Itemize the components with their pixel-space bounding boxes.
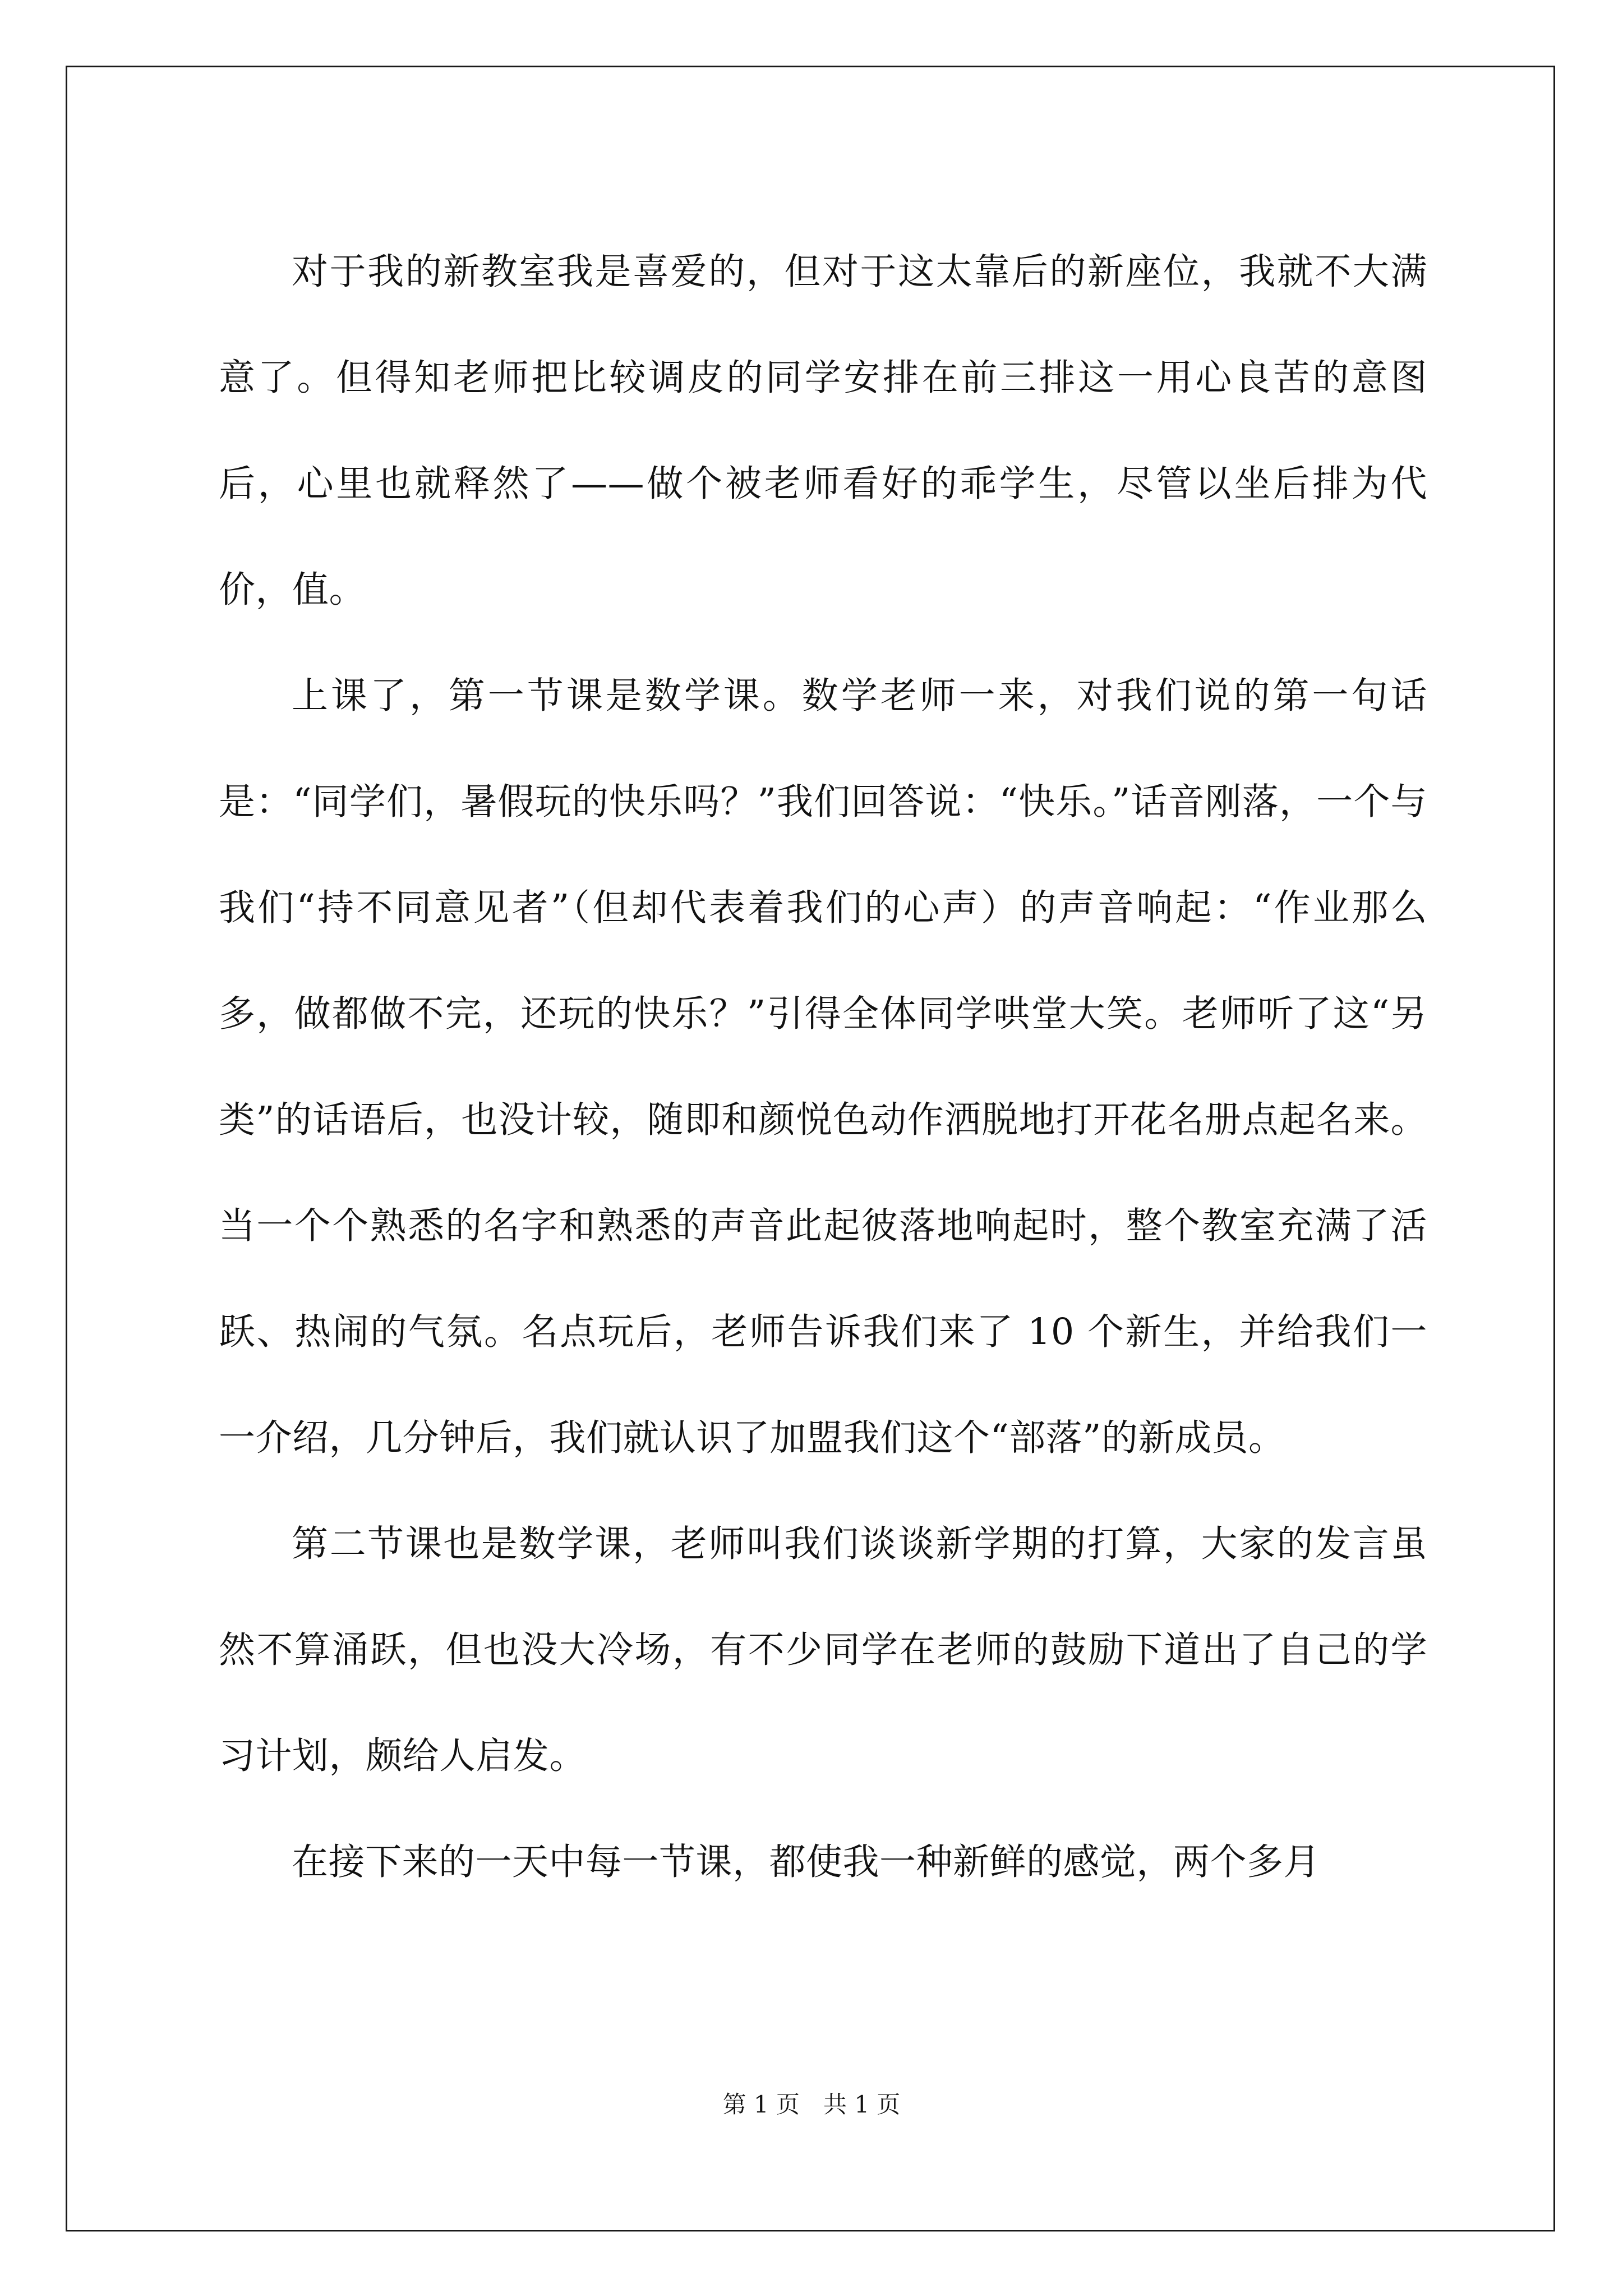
paragraph-1: 对于我的新教室我是喜爱的，但对于这太靠后的新座位，我就不大满意了。但得知老师把比较调皮的同学安排在前三排这一用心良苦的意图后，心里也就释然了——做个被老师看好的乖学生，尽管以坐后排为代价，值。	[219, 251, 1427, 611]
paragraph-3: 第二节课也是数学课，老师叫我们谈谈新学期的打算，大家的发言虽然不算涌跃，但也没大冷场，有不少同学在老师的鼓励下道出了自己的学习计划，颇给人启发。	[219, 1523, 1427, 1777]
page-total: 共 1 页	[823, 2091, 901, 2118]
paragraph-4: 在接下来的一天中每一节课，都使我一种新鲜的感觉，两个多月	[292, 1841, 1321, 1883]
page-footer	[0, 2088, 1623, 2122]
page-number: 第 1 页	[722, 2091, 800, 2118]
document-body	[219, 219, 1427, 1915]
paragraph-2: 上课了，第一节课是数学课。数学老师一来，对我们说的第一句话是：“同学们，暑假玩的快乐吗？”我们回答说：“快乐。”话音刚落，一个与我们“持不同意见者”（但却代表着我们的心声）的声音响起：“作业那么多，做都做不完，还玩的快乐？”引得全体同学哄堂大笑。老师听了这“另类”的话语后，也没计较，随即和颜悦色动作洒脱地打开花名册点起名来。当一个个熟悉的名字和熟悉的声音此起彼落地响起时，整个教室充满了活跃、热闹的气氛。名点玩后，老师告诉我们来了 10 个新生，并给我们一一介绍，几分钟后，我们就认识了加盟我们这个“部落”的新成员。	[219, 675, 1427, 1459]
